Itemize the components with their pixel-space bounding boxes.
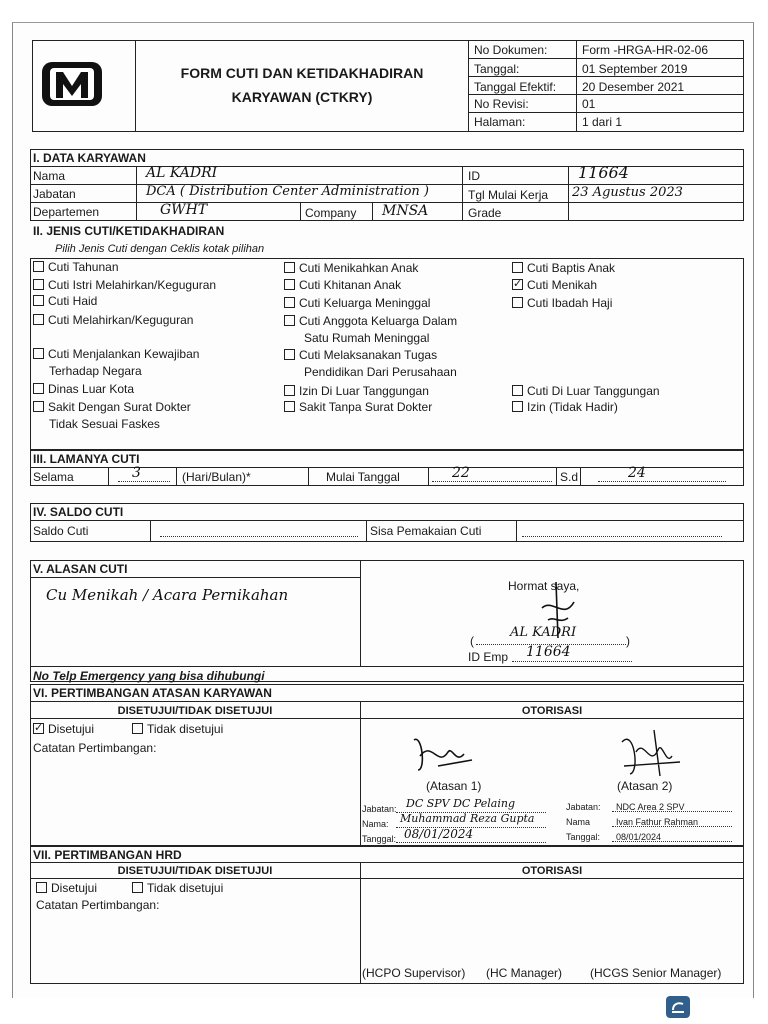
checkbox-icon[interactable] [132, 723, 143, 734]
checkbox-icon[interactable] [284, 401, 295, 412]
checkbox-checked-icon[interactable] [512, 279, 523, 290]
unit-label: (Hari/Bulan)* [182, 470, 251, 484]
hcgs-senior-manager-label: (HCGS Senior Manager) [590, 966, 722, 980]
option-cuti-baptis-anak[interactable]: Cuti Baptis Anak [512, 260, 615, 276]
option-cuti-luar-tanggungan[interactable]: Cuti Di Luar Tanggungan [512, 383, 660, 399]
atasan-1-tanggal-label: Tanggal: [362, 834, 397, 844]
doc-date-value: 01 September 2019 [582, 62, 688, 76]
hcpo-supervisor-label: (HCPO Supervisor) [362, 966, 466, 980]
section-5-title: V. ALASAN CUTI [33, 562, 128, 576]
checkbox-icon[interactable] [284, 279, 295, 290]
section-1-title: I. DATA KARYAWAN [33, 151, 146, 165]
atasan-1-jabatan-label: Jabatan: [362, 804, 397, 814]
section-alasan-cuti [30, 560, 744, 682]
atasan-2-tanggal-label: Tanggal: [566, 832, 601, 842]
section-7-title: VII. PERTIMBANGAN HRD [33, 848, 182, 862]
jabatan-label: Jabatan [33, 187, 76, 201]
atasan-1-jabatan-value: DC SPV DC Pelaing [406, 797, 515, 810]
option-cuti-menikahkan-anak[interactable]: Cuti Menikahkan Anak [284, 260, 418, 276]
sisa-pemakaian-label: Sisa Pemakaian Cuti [370, 524, 482, 538]
doc-number-label: No Dokumen: [474, 43, 548, 57]
option-cuti-anggota-keluarga-line2: Satu Rumah Meninggal [304, 331, 430, 345]
departemen-value: GWHT [160, 202, 208, 218]
atasan-catatan-label: Catatan Pertimbangan: [33, 741, 157, 755]
scanner-app-icon[interactable] [666, 996, 690, 1018]
emergency-phone-label: No Telp Emergency yang bisa dihubungi [33, 669, 265, 683]
checkbox-icon[interactable] [284, 349, 295, 360]
company-logo-icon [40, 58, 104, 110]
grade-label: Grade [468, 206, 502, 220]
checkbox-icon[interactable] [33, 348, 44, 359]
atasan-tidak-disetujui[interactable]: Tidak disetujui [132, 721, 223, 737]
doc-page-label: Halaman: [474, 115, 526, 129]
checkbox-icon[interactable] [33, 383, 44, 394]
atasan-1-label: (Atasan 1) [426, 779, 482, 793]
atasan-disetujui[interactable]: ✓Disetujui [33, 721, 94, 737]
atasan-1-nama-label: Nama: [362, 819, 389, 829]
checkbox-icon[interactable] [33, 401, 44, 412]
doc-page-value: 1 dari 1 [582, 115, 623, 129]
option-cuti-tugas-pendidikan-line2: Pendidikan Dari Perusahaan [304, 365, 457, 379]
checkbox-icon[interactable] [512, 262, 523, 273]
checkbox-icon[interactable] [33, 279, 44, 290]
signer-close-paren: ) [626, 634, 630, 648]
id-emp-value: 11664 [526, 644, 571, 660]
nama-label: Nama [33, 169, 66, 183]
section-3-title: III. LAMANYA CUTI [33, 452, 140, 466]
hc-manager-label: (HC Manager) [486, 966, 563, 980]
atasan-otorisasi-header: OTORISASI [521, 705, 583, 717]
doc-revision-value: 01 [582, 97, 596, 111]
selama-label: Selama [33, 470, 74, 484]
doc-effective-label: Tanggal Efektif: [474, 80, 557, 94]
checkbox-icon[interactable] [284, 385, 295, 396]
atasan-2-jabatan-value: NDC Area 2 SPV [616, 802, 685, 812]
hrd-otorisasi-header: OTORISASI [521, 865, 583, 877]
option-cuti-khitanan-anak[interactable]: Cuti Khitanan Anak [284, 277, 401, 293]
atasan-2-jabatan-label: Jabatan: [566, 802, 601, 812]
section-6-title: VI. PERTIMBANGAN ATASAN KARYAWAN [33, 686, 272, 700]
checkbox-icon[interactable] [284, 297, 295, 308]
atasan-2-label: (Atasan 2) [617, 779, 673, 793]
jabatan-value: DCA ( Distribution Center Administration ) [146, 184, 429, 199]
atasan-1-nama-value: Muhammad Reza Gupta [400, 812, 535, 825]
checkbox-icon[interactable] [512, 297, 523, 308]
id-label: ID [468, 169, 480, 183]
form-title-line1: FORM CUTI DAN KETIDAKHADIRAN [180, 65, 424, 81]
mulai-tanggal-label: Mulai Tanggal [326, 470, 400, 484]
atasan-decision-header: DISETUJUI/TIDAK DISETUJUI [117, 705, 273, 717]
nama-value: AL KADRI [146, 165, 218, 181]
hrd-tidak-disetujui[interactable]: Tidak disetujui [132, 880, 223, 896]
option-cuti-tahunan[interactable]: Cuti Tahunan [33, 259, 119, 275]
option-cuti-tugas-pendidikan[interactable]: Cuti Melaksanakan Tugas [284, 347, 437, 363]
sd-value: 24 [628, 465, 646, 481]
checkbox-icon[interactable] [284, 315, 295, 326]
option-cuti-kewajiban-negara-line2: Terhadap Negara [49, 364, 142, 378]
checkbox-icon[interactable] [36, 882, 47, 893]
atasan-2-nama-label: Nama [566, 817, 591, 827]
atasan-2-tanggal-value: 08/01/2024 [616, 832, 662, 842]
alasan-cuti-value: Cu Menikah / Acara Pernikahan [46, 586, 289, 604]
doc-number-value: Form -HRGA-HR-02-06 [582, 43, 709, 57]
hrd-catatan-label: Catatan Pertimbangan: [36, 898, 160, 912]
jenis-cuti-hint: Pilih Jenis Cuti dengan Ceklis kotak pilihan [55, 243, 265, 255]
option-sakit-surat-dokter[interactable]: Sakit Dengan Surat Dokter [33, 399, 191, 415]
option-cuti-kewajiban-negara[interactable]: Cuti Menjalankan Kewajiban [33, 346, 199, 362]
departemen-label: Departemen [33, 205, 100, 219]
tgl-mulai-label: Tgl Mulai Kerja [468, 188, 549, 202]
id-emp-label: ID Emp [468, 650, 509, 664]
atasan-1-signature-icon [408, 730, 478, 781]
form-title-line2: KARYAWAN (CTKRY) [231, 89, 373, 105]
tgl-mulai-value: 23 Agustus 2023 [572, 185, 683, 200]
option-cuti-istri-melahirkan[interactable]: Cuti Istri Melahirkan/Keguguran [33, 277, 216, 293]
option-cuti-haid[interactable]: Cuti Haid [33, 293, 97, 309]
signer-name: AL KADRI [510, 625, 577, 640]
id-value: 11664 [578, 163, 629, 182]
signer-open-paren: ( [470, 634, 474, 648]
option-cuti-anggota-keluarga[interactable]: Cuti Anggota Keluarga Dalam [284, 313, 457, 329]
checkbox-icon[interactable] [33, 314, 44, 325]
sd-label: S.d [560, 470, 579, 484]
checkbox-icon[interactable] [132, 882, 143, 893]
doc-effective-value: 20 Desember 2021 [582, 80, 685, 94]
option-cuti-menikah[interactable]: ✓Cuti Menikah [512, 277, 597, 293]
option-izin-luar-tanggungan[interactable]: Izin Di Luar Tanggungan [284, 383, 429, 399]
company-value: MNSA [382, 203, 429, 219]
option-sakit-tanpa-surat[interactable]: Sakit Tanpa Surat Dokter [284, 399, 432, 415]
hrd-decision-header: DISETUJUI/TIDAK DISETUJUI [117, 865, 273, 877]
checkbox-icon[interactable] [33, 261, 44, 272]
checkbox-icon[interactable] [284, 262, 295, 273]
doc-date-label: Tanggal: [474, 62, 520, 76]
atasan-2-nama-value: Ivan Fathur Rahman [616, 817, 699, 827]
section-2-title: II. JENIS CUTI/KETIDAKHADIRAN [33, 224, 225, 238]
saldo-cuti-label: Saldo Cuti [33, 524, 89, 538]
option-cuti-keluarga-meninggal[interactable]: Cuti Keluarga Meninggal [284, 295, 430, 311]
doc-revision-label: No Revisi: [474, 97, 529, 111]
mulai-tanggal-value: 22 [452, 465, 470, 481]
option-sakit-surat-dokter-line2: Tidak Sesuai Faskes [49, 417, 160, 431]
option-dinas-luar-kota[interactable]: Dinas Luar Kota [33, 381, 134, 397]
hrd-disetujui[interactable]: Disetujui [36, 880, 97, 896]
checkbox-icon[interactable] [512, 401, 523, 412]
checkbox-icon[interactable] [33, 295, 44, 306]
section-4-title: IV. SALDO CUTI [33, 505, 124, 519]
checkbox-icon[interactable] [512, 385, 523, 396]
option-cuti-melahirkan[interactable]: Cuti Melahirkan/Keguguran [33, 312, 193, 328]
atasan-1-tanggal-value: 08/01/2024 [404, 827, 474, 841]
hormat-saya-label: Hormat saya, [508, 579, 580, 593]
checkbox-checked-icon[interactable] [33, 723, 44, 734]
atasan-2-signature-icon [614, 722, 684, 785]
option-cuti-ibadah-haji[interactable]: Cuti Ibadah Haji [512, 295, 612, 311]
company-label: Company [305, 206, 357, 220]
selama-value: 3 [132, 465, 141, 481]
option-izin-tidak-hadir[interactable]: Izin (Tidak Hadir) [512, 399, 618, 415]
